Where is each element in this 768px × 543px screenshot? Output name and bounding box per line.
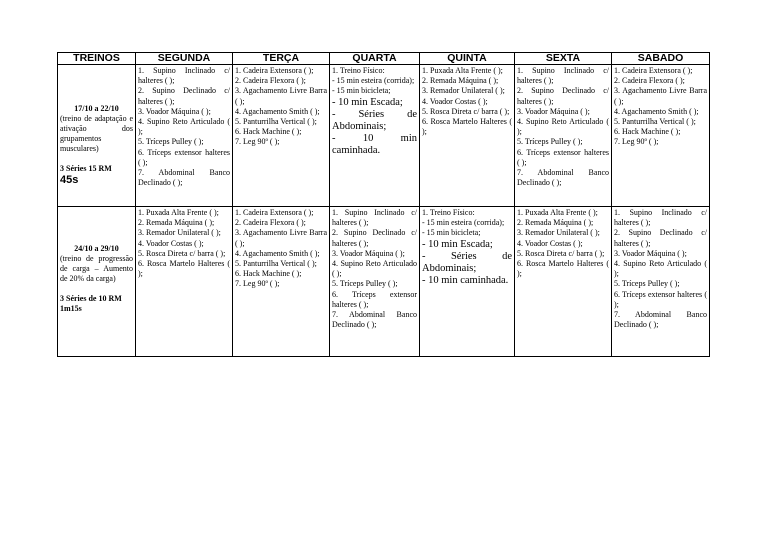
exercise-item: 5. Tríceps Pulley ( ); xyxy=(614,279,680,289)
exercise-item: - 15 min esteira (corrida); xyxy=(332,76,415,86)
exercise-item: 4. Voador Costas ( ); xyxy=(138,238,204,248)
exercise-item: 2. Remada Máquina ( ); xyxy=(422,76,499,86)
header-row xyxy=(58,53,710,65)
week-2-quinta-cell xyxy=(420,207,515,357)
exercise-item: 2. Remada Máquina ( ); xyxy=(138,218,215,228)
exercise-item: 7. Abdominal Banco Declinado ( ); xyxy=(517,168,609,188)
exercise-item: 5. Rosca Direta c/ barra ( ); xyxy=(422,106,510,116)
exercise-item: 2. Supino Declinado c/ halteres ( ); xyxy=(138,86,230,106)
exercise-item: 4. Agachamento Smith ( ); xyxy=(614,106,699,116)
week-1-sexta-cell xyxy=(515,65,612,207)
week-1-quinta-cell xyxy=(420,65,515,207)
exercise-item: - 10 min caminhada. xyxy=(332,132,417,156)
header-quarta: QUARTA xyxy=(330,53,420,65)
exercise-item: 1. Supino Inclinado c/ halteres ( ); xyxy=(332,208,417,228)
exercise-item: 1. Treino Físico: xyxy=(422,208,475,217)
exercise-item: 4. Agachamento Smith ( ); xyxy=(235,106,320,116)
header-sexta: SEXTA xyxy=(515,53,612,65)
exercise-item: 2. Supino Declinado c/ halteres ( ); xyxy=(614,228,707,248)
exercise-item: 5. Rosca Direta c/ barra ( ); xyxy=(138,248,226,258)
exercise-item: 1. Cadeira Extensora ( ); xyxy=(235,66,314,75)
exercise-item: 7. Leg 90º ( ); xyxy=(614,137,659,147)
training-schedule-table xyxy=(57,52,710,357)
week-1-sets: 3 Séries 15 RM xyxy=(60,164,112,173)
exercise-item: 7. Abdominal Banco Declinado ( ); xyxy=(138,168,230,188)
exercise-item: 3. Agachamento Livre Barra ( ); xyxy=(235,228,327,248)
exercise-item: 6. Hack Machine ( ); xyxy=(614,127,681,137)
exercise-item: 4. Voador Costas ( ); xyxy=(422,96,488,106)
exercise-item: 3. Voador Máquina ( ); xyxy=(517,106,590,116)
exercise-item: 4. Supino Reto Articulado ( ); xyxy=(614,259,707,279)
exercise-item: 3. Voador Máquina ( ); xyxy=(332,248,405,258)
header-treinos: TREINOS xyxy=(58,53,136,65)
exercise-item: 7. Abdominal Banco Declinado ( ); xyxy=(614,310,707,330)
week-1-rest: 45s xyxy=(60,174,79,186)
exercise-item: 6. Hack Machine ( ); xyxy=(235,269,302,279)
exercise-item: 2. Cadeira Flexora ( ); xyxy=(235,76,306,86)
header-sabado: SABADO xyxy=(612,53,710,65)
exercise-item: 3. Voador Máquina ( ); xyxy=(138,106,211,116)
exercise-item: 7. Leg 90º ( ); xyxy=(235,279,280,289)
exercise-item: 1. Puxada Alta Frente ( ); xyxy=(517,208,598,217)
week-1-terca-cell xyxy=(233,65,330,207)
exercise-item: 5. Rosca Direta c/ barra ( ); xyxy=(517,248,605,258)
exercise-item: 5. Tríceps Pulley ( ); xyxy=(332,279,398,289)
week-2-period: 24/10 a 29/10 xyxy=(74,244,119,253)
week-2-quarta-cell xyxy=(330,207,420,357)
week-2-sabado-cell xyxy=(612,207,710,357)
exercise-item: 4. Agachamento Smith ( ); xyxy=(235,248,320,258)
exercise-item: 2. Supino Declinado c/ halteres ( ); xyxy=(332,228,417,248)
exercise-item: 6. Tríceps extensor halteres ( ); xyxy=(614,289,707,309)
exercise-item: 6. Rosca Martelo Halteres ( ); xyxy=(138,259,230,279)
week-1-quarta-cell xyxy=(330,65,420,207)
exercise-item: 2. Cadeira Flexora ( ); xyxy=(614,76,685,86)
exercise-item: 1. Cadeira Extensora ( ); xyxy=(614,66,693,75)
week-2-segunda-cell xyxy=(136,207,233,357)
exercise-item: 1. Supino Inclinado c/ halteres ( ); xyxy=(614,208,707,228)
exercise-item: 1. Cadeira Extensora ( ); xyxy=(235,208,314,217)
week-2-description: (treino de progressão de carga – Aumento de 20% da carga) xyxy=(60,254,133,283)
exercise-item: 3. Voador Máquina ( ); xyxy=(614,248,687,258)
exercise-item: 5. Panturrilha Vertical ( ); xyxy=(235,259,317,269)
week-1-sabado-cell xyxy=(612,65,710,207)
exercise-item: 6. Tríceps extensor halteres ( ); xyxy=(138,147,230,167)
exercise-item: 5. Panturrilha Vertical ( ); xyxy=(235,117,317,127)
exercise-item: 6. Tríceps extensor halteres ( ); xyxy=(332,289,417,309)
exercise-item: 6. Rosca Martelo Halteres ( ); xyxy=(422,117,512,137)
exercise-item: - 10 min caminhada. xyxy=(422,274,509,286)
week-1-label-cell xyxy=(58,65,136,207)
header-terca: TERÇA xyxy=(233,53,330,65)
exercise-item: - Séries de Abdominais; xyxy=(422,250,512,274)
week-2-terca-cell xyxy=(233,207,330,357)
week-2-sexta-cell xyxy=(515,207,612,357)
exercise-item: 5. Panturrilha Vertical ( ); xyxy=(614,117,696,127)
exercise-item: 3. Agachamento Livre Barra ( ); xyxy=(235,86,327,106)
exercise-item: 1. Supino Inclinado c/ halteres ( ); xyxy=(517,66,609,86)
week-2-label-cell xyxy=(58,207,136,357)
table-row-week-2 xyxy=(58,207,710,357)
exercise-item: - 15 min bicicleta; xyxy=(332,86,391,96)
exercise-item: - 15 min bicicleta; xyxy=(422,228,481,238)
exercise-item: 3. Remador Unilateral ( ); xyxy=(138,228,221,238)
exercise-item: 4. Supino Reto Articulado ( ); xyxy=(332,259,417,279)
exercise-item: 4. Supino Reto Articulado ( ); xyxy=(517,117,609,137)
exercise-item: 3. Agachamento Livre Barra ( ); xyxy=(614,86,707,106)
table-row-week-1 xyxy=(58,65,710,207)
exercise-item: 2. Cadeira Flexora ( ); xyxy=(235,218,306,228)
exercise-item: 6. Tríceps extensor halteres ( ); xyxy=(517,147,609,167)
exercise-item: 6. Rosca Martelo Halteres ( ); xyxy=(517,259,609,279)
header-quinta: QUINTA xyxy=(420,53,515,65)
week-1-description: (treino de adaptação e ativação dos grupamentos musculares) xyxy=(60,114,133,153)
exercise-item: 6. Hack Machine ( ); xyxy=(235,127,302,137)
week-2-sets: 3 Séries de 10 RM xyxy=(60,294,122,303)
exercise-item: 5. Tríceps Pulley ( ); xyxy=(517,137,583,147)
exercise-item: 4. Supino Reto Articulado ( ); xyxy=(138,117,230,137)
week-2-rest: 1m15s xyxy=(60,304,82,313)
exercise-item: 1. Treino Físico: xyxy=(332,66,385,75)
exercise-item: 1. Puxada Alta Frente ( ); xyxy=(422,66,503,75)
exercise-item: 1. Puxada Alta Frente ( ); xyxy=(138,208,219,217)
exercise-item: - 15 min esteira (corrida); xyxy=(422,218,505,228)
exercise-item: 7. Abdominal Banco Declinado ( ); xyxy=(332,310,417,330)
exercise-item: 7. Leg 90º ( ); xyxy=(235,137,280,147)
header-segunda: SEGUNDA xyxy=(136,53,233,65)
exercise-item: 5. Tríceps Pulley ( ); xyxy=(138,137,204,147)
exercise-item: 1. Supino Inclinado c/ halteres ( ); xyxy=(138,66,230,86)
exercise-item: 4. Voador Costas ( ); xyxy=(517,238,583,248)
exercise-item: 2. Supino Declinado c/ halteres ( ); xyxy=(517,86,609,106)
exercise-item: 3. Remador Unilateral ( ); xyxy=(517,228,600,238)
exercise-item: - Séries de Abdominais; xyxy=(332,108,417,132)
exercise-item: 2. Remada Máquina ( ); xyxy=(517,218,594,228)
exercise-item: - 10 min Escada; xyxy=(422,238,493,250)
exercise-item: 3. Remador Unilateral ( ); xyxy=(422,86,505,96)
week-1-segunda-cell xyxy=(136,65,233,207)
exercise-item: - 10 min Escada; xyxy=(332,96,403,108)
week-1-period: 17/10 a 22/10 xyxy=(74,104,119,113)
